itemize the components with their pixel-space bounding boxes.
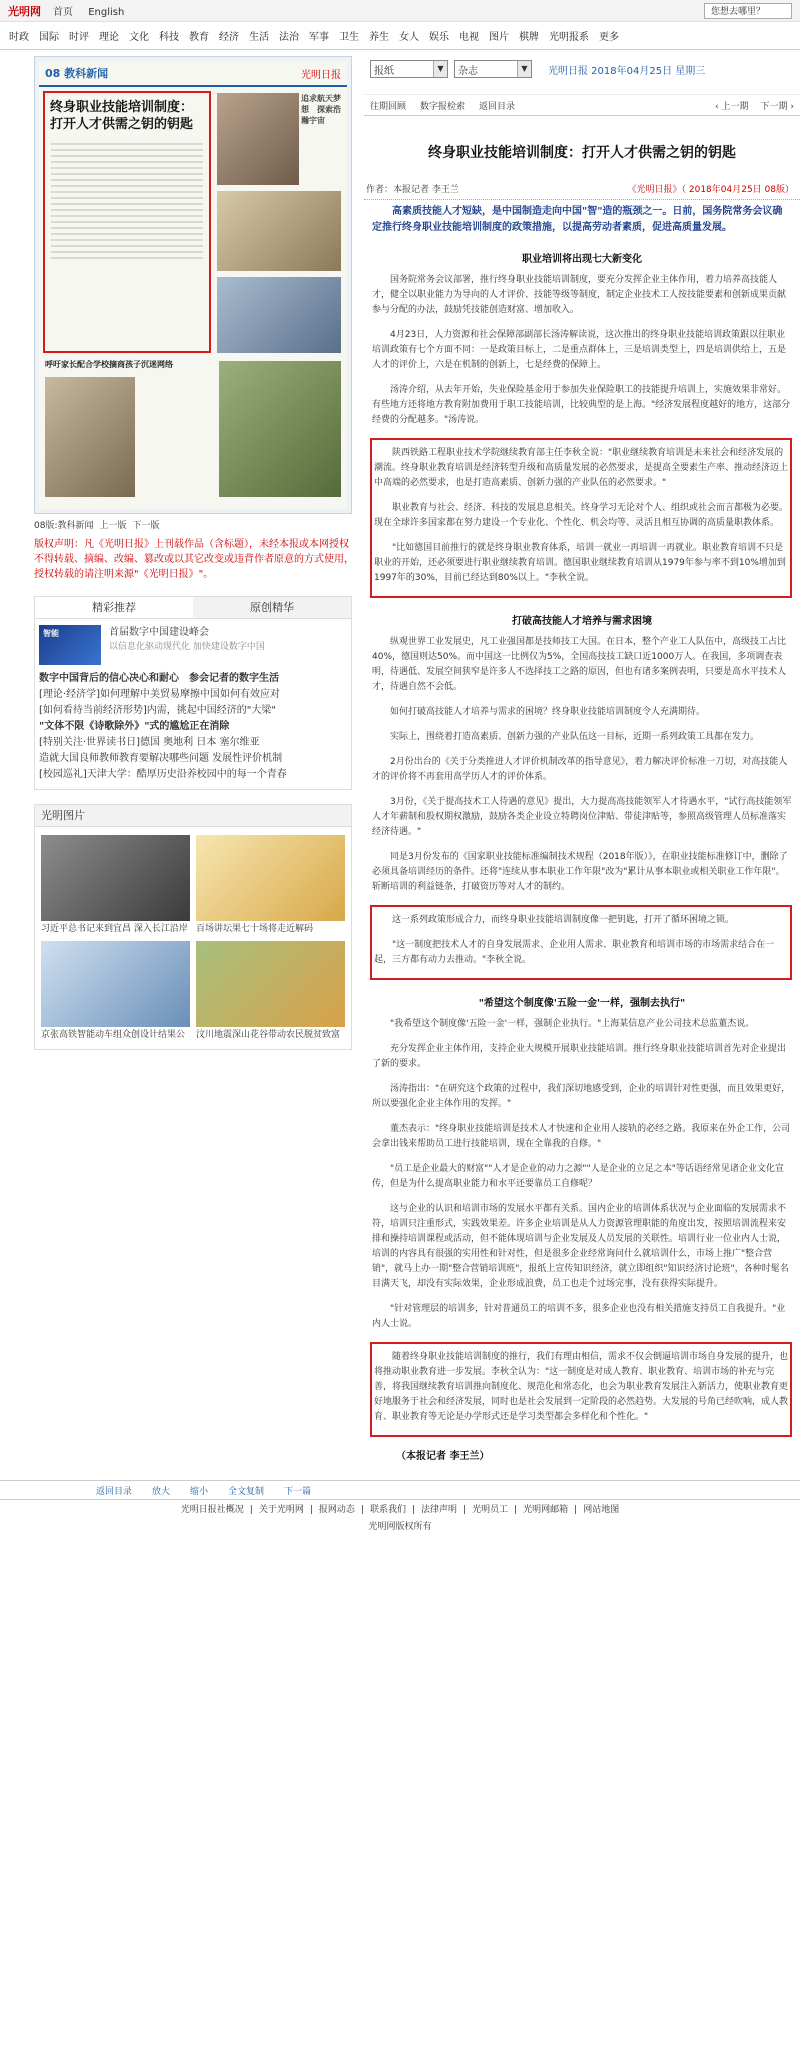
paragraph: "我希望这个制度像'五险一金'一样，强制企业执行。"上海某信息产业公司技术总监董杰说。 <box>390 1019 755 1029</box>
footer-link[interactable]: 报网动态 <box>318 1505 355 1515</box>
home-link[interactable]: 首页 <box>53 7 73 18</box>
paper-select[interactable]: 报纸 ▼ <box>370 60 448 78</box>
site-logo[interactable]: 光明网 <box>8 4 41 18</box>
photo-image[interactable] <box>196 835 345 921</box>
footer-copyright: 光明网版权所有 <box>368 1522 432 1532</box>
photo-image[interactable] <box>41 835 190 921</box>
photo-card[interactable] <box>41 835 190 935</box>
current-page[interactable]: 08版:教科新闻 <box>34 521 94 531</box>
paragraph: "员工是企业最大的财富""人才是企业的动力之源""人是企业的立足之本"等话语经常见诸企业文化宣传，但是为什么提高职业能力和水平还要靠员工自修呢？ <box>372 1164 784 1189</box>
recommend-panel <box>34 596 352 790</box>
paragraph: 实际上，围绕着打造高素质、创新力强的产业队伍这一目标，近期一系列政策工具都在发力。 <box>390 732 760 742</box>
nav-item[interactable]: 科技 <box>159 32 179 43</box>
back-to-index-link[interactable]: 返回目录 <box>479 101 516 112</box>
next-issue-link[interactable]: 下一期 › <box>760 101 794 112</box>
nav-item[interactable]: 更多 <box>599 32 619 43</box>
page-side-title: 追求航天梦想 探索浩瀚宇宙 <box>301 94 341 125</box>
zoom-in-button[interactable]: 放大 <box>152 1486 171 1497</box>
list-item[interactable]: [理论·经济学]如何理解中美贸易摩擦中国如何有效应对 <box>39 689 280 700</box>
nav-item[interactable]: 棋牌 <box>519 32 539 43</box>
list-item[interactable]: 数字中国背后的信心决心和耐心 参会记者的数字生活 <box>39 673 279 684</box>
footer-link[interactable]: 法律声明 <box>421 1505 458 1515</box>
highlight-box <box>370 1342 792 1437</box>
paragraph: 充分发挥企业主体作用，支持企业大规模开展职业技能培训。推行终身职业技能培训首先对企业提出了新的要求。 <box>372 1044 787 1069</box>
list-item[interactable]: [如何看待当前经济形势]内需，挑起中国经济的"大梁" <box>39 705 277 716</box>
back-to-index-button[interactable]: 返回目录 <box>96 1486 133 1497</box>
copyright-notice: 版权声明：凡《光明日报》上刊载作品（含标题），未经本报或本网授权不得转载、摘编、改编、篡改或以其它改变或违背作者原意的方式使用，授权转载的请注明来源"《光明日报》"。 <box>34 539 354 580</box>
footer-divider: | <box>411 1505 416 1515</box>
site-search-dropdown[interactable]: 您想去哪里？ <box>704 3 792 19</box>
article-source: 《光明日报》（ 2018年04月25日 08版） <box>627 185 794 195</box>
page-photo <box>217 93 299 185</box>
nav-item[interactable]: 时政 <box>9 32 29 43</box>
page-photo-3 <box>217 277 341 353</box>
paragraph: 4月23日，人力资源和社会保障部副部长汤涛解读说，这次推出的终身职业技能培训政策跟以往职业培训政策有七个方面不同：一是政策目标上，二是重点群体上，三是培训类型上，四是培训供给上，五是人才的评价上，六是在机制的创新上，七是经费的保障上。 <box>372 330 787 370</box>
article-column <box>360 50 800 1462</box>
footer-divider: | <box>514 1505 518 1515</box>
footer-link[interactable]: 光明网邮箱 <box>523 1505 569 1515</box>
section-heading: 职业培训将出现七大新变化 <box>522 254 642 265</box>
footer-divider: | <box>463 1505 467 1515</box>
prev-page-link[interactable]: 上一版 <box>99 521 127 531</box>
edition-date: 光明日报 2018年04月25日 星期三 <box>548 65 706 77</box>
highlight-box <box>370 438 792 598</box>
chevron-down-icon[interactable]: ▼ <box>433 61 447 77</box>
nav-item[interactable]: 女人 <box>399 32 419 43</box>
nav-item[interactable]: 军事 <box>309 32 329 43</box>
tab-original[interactable]: 原创精华 <box>250 601 294 614</box>
paragraph: 汤涛介绍，从去年开始，失业保险基金用于参加失业保险职工的技能提升培训上，实施效果非常好。有些地方还将地方教育附加费用于职工技能培训，比较典型的是上海。"经济发展程度越好的地方，这部分经费的分配越多。"汤涛说。 <box>372 385 791 425</box>
nav-item[interactable]: 教育 <box>189 32 209 43</box>
photo-caption[interactable]: 习近平总书记来到宜昌 深入长江沿岸 <box>41 924 188 934</box>
nav-item[interactable]: 文化 <box>129 32 149 43</box>
page-item-2: 呼吁家长配合学校摘商孩子沉迷网络 <box>45 360 173 369</box>
zoom-out-button[interactable]: 缩小 <box>190 1486 209 1497</box>
paragraph: "这一制度把技术人才的自身发展需求、企业用人需求、职业教育和培训市场的市场需求结合在一起，三方都有动力去推动。"李秋全说。 <box>374 940 775 965</box>
english-link[interactable]: English <box>88 7 125 18</box>
paragraph: 这一系列政策形成合力，而终身职业技能培训制度像一把钥匙，打开了循环困境之锁。 <box>392 915 735 925</box>
footer-link[interactable]: 关于光明网 <box>258 1505 304 1515</box>
page-navigation <box>34 518 360 531</box>
page-photo-4 <box>45 377 135 497</box>
footer-divider: | <box>249 1505 253 1515</box>
photo-caption[interactable]: 百场讲坛果七十场将走近解码 <box>196 924 314 934</box>
nav-item[interactable]: 光明报系 <box>549 32 589 43</box>
photo-card[interactable] <box>41 941 190 1041</box>
promo-block[interactable] <box>35 619 351 671</box>
nav-item[interactable]: 图片 <box>489 32 509 43</box>
top-bar <box>0 0 800 22</box>
photo-card[interactable] <box>196 941 345 1041</box>
top-links <box>41 3 124 18</box>
archive-bar <box>364 94 800 116</box>
promo-title[interactable]: 首届数字中国建设峰会 <box>109 627 209 638</box>
paragraph: 2月份出台的《关于分类推进人才评价机制改革的指导意见》，着力解决评价标准一刀切，对高技能人才的评价将不再套用高学历人才的评价体系。 <box>372 757 788 782</box>
highlighted-article-area[interactable] <box>43 91 211 353</box>
nav-item[interactable]: 生活 <box>249 32 269 43</box>
footer-link[interactable]: 光明员工 <box>472 1505 509 1515</box>
page-headline[interactable]: 终身职业技能培训制度：打开人才供需之钥的钥匙 <box>50 100 194 132</box>
nav-item[interactable]: 养生 <box>369 32 389 43</box>
promo-image[interactable]: 智能 <box>39 625 101 665</box>
article-toolbar <box>0 1480 800 1500</box>
prev-issue-link[interactable]: ‹ 上一期 <box>715 101 749 112</box>
paper-logo: 光明日报 <box>301 69 341 81</box>
section-heading: "希望这个制度像'五险一金'一样，强制去执行" <box>478 998 686 1009</box>
photo-card[interactable] <box>196 835 345 935</box>
list-item[interactable]: "文体不限《诗歌除外》"式的尴尬正在消除 <box>39 721 230 732</box>
left-column <box>0 50 360 1462</box>
article-author: 作者：本报记者 李王兰 <box>366 185 459 195</box>
list-item[interactable]: [特别关注·世界读书日]德国 奥地利 日本 塞尔维亚 <box>39 737 260 748</box>
paragraph: 汤涛指出："在研究这个政策的过程中，我们深切地感受到，企业的培训针对性更强，而且效果更好，所以要强化企业主体作用的发挥。" <box>372 1084 791 1109</box>
channel-nav <box>0 22 800 50</box>
nav-item[interactable]: 娱乐 <box>429 32 449 43</box>
footer-divider: | <box>574 1505 578 1515</box>
paragraph: 这与企业的认识和培训市场的发展水平都有关系。国内企业的培训体系状况与企业面临的发展需求不符，培训只注重形式，实践效果差。许多企业培训是从人力资源管理职能的角度出发，按照培训流程来安排和操持培训课程或活动，但不能体现培训与企业发展及人员发展的关联性。培训行业一位业内人士说，培训的内容具有很强的实用性和针对性，但是很多企业经常询问什么就培训什么，市场上推广"整合营销"，就马上办一期"整合营销培训班"，报纸上宣传知识经济，就立即组织"知识经济讨论班"，各种时髦名目满天飞，却没有实际效果，企业形成浪费，员工也走个过场完事，没有获得实际提升。 <box>372 1204 789 1289</box>
tab-recommend[interactable]: 精彩推荐 <box>35 597 193 618</box>
footer-link[interactable]: 光明日报社概况 <box>180 1505 244 1515</box>
paragraph: 纵观世界工业发展史，凡工业强国都是技师技工大国。在日本，整个产业工人队伍中，高级技工占比40%，德国则达50%。而中国这一比例仅为5%，全国高技技工缺口近1000万人。在我国，多项调查表明，待遇低、发展空间狭窄是许多人不选择技工之路的原因，但也有诸多案例表明，只要是高水平技术人才，待遇自然不会低。 <box>372 637 787 692</box>
paragraph: 如何打破高技能人才培养与需求的困境？终身职业技能培训制度令人充满期待。 <box>390 707 706 717</box>
nav-item[interactable]: 经济 <box>219 32 239 43</box>
copy-fulltext-button[interactable]: 全文复制 <box>228 1486 265 1497</box>
nav-item[interactable]: 法治 <box>279 32 299 43</box>
edition-toolbar <box>364 54 800 84</box>
footer-divider: | <box>360 1505 364 1515</box>
section-heading: 打破高技能人才培养与需求困境 <box>512 616 652 627</box>
page-photo-2 <box>217 191 341 271</box>
article-meta <box>364 182 800 200</box>
chevron-down-icon[interactable]: ▼ <box>517 61 531 77</box>
photo-caption[interactable]: 京张高铁智能动车组众创设计结果公 <box>41 1030 186 1040</box>
page-photo-5 <box>219 361 341 497</box>
list-item[interactable]: 造就大国良师教师教育要解决哪些问题 发展性评价机制 <box>39 753 283 764</box>
paragraph: 3月份，《关于提高技术工人待遇的意见》提出，大力提高高技能领军人才待遇水平，"试行高技能领军人才年薪制和股权期权激励，鼓励各类企业设立特聘岗位津贴、带徒津贴等，参照高级管理人员标准落实经济待遇。" <box>372 797 792 837</box>
paragraph: 董杰表示："终身职业技能培训是技术人才快速和企业用人接轨的必经之路。我原来在外企工作，公司会拿出钱来帮助员工进行技能培训，现在全靠我的自修。" <box>372 1124 791 1149</box>
footer-link[interactable]: 联系我们 <box>369 1505 406 1515</box>
paragraph: "针对管理层的培训多，针对普通员工的培训不多，很多企业也没有相关措施支持员工自我提升。"业内人士说。 <box>372 1304 786 1329</box>
photo-image[interactable] <box>41 941 190 1027</box>
next-page-link[interactable]: 下一版 <box>132 521 160 531</box>
paragraph: 国务院常务会议部署，推行终身职业技能培训制度，要充分发挥企业主体作用，着力培养高技能人才，健全以职业能力为导向的人才评价、技能等级等制度，制定企业技术工人按技能要素和创新成果贡献参与分配的办法，鼓励凭技能创造财富、增加收入。 <box>372 275 787 315</box>
page-number: 08 教科新闻 <box>45 67 109 80</box>
highlight-box <box>370 905 792 980</box>
paragraph: "比如德国目前推行的就是终身职业教育体系，培训一就业一再培训一再就业。职业教育培训不只是职业的开始，还必须要进行职业继续教育培训。德国职业继续教育培训从1979年参与率不到10%增加到1997年的30%，目前已经达到80%以上。"李秋全说。 <box>374 543 786 583</box>
nav-item[interactable]: 理论 <box>99 32 119 43</box>
promo-subtitle: 以信息化驱动现代化 加快建设数字中国 <box>109 642 265 652</box>
footer-links <box>0 1502 800 1515</box>
article-title: 终身职业技能培训制度：打开人才供需之钥的钥匙 <box>428 145 736 161</box>
archive-link[interactable]: 往期回顾 <box>370 101 407 112</box>
article-byline: （本报记者 李王兰） <box>396 1451 490 1462</box>
nav-item[interactable]: 时评 <box>69 32 89 43</box>
paragraph: 职业教育与社会、经济、科技的发展息息相关。终身学习无论对个人、组织或社会而言都极为必要。现在全球许多国家都在努力建设一个专业化、个性化、机会均等、灵活且相互协调的高质量职教体系。 <box>374 503 789 528</box>
footer-link[interactable]: 网站地图 <box>583 1505 620 1515</box>
search-link[interactable]: 数字报检索 <box>420 101 466 112</box>
photos-header: 光明图片 <box>35 805 351 827</box>
photos-panel <box>34 804 352 1050</box>
magazine-select[interactable]: 杂志 ▼ <box>454 60 532 78</box>
nav-item[interactable]: 电视 <box>459 32 479 43</box>
list-item[interactable]: [校园巡礼]天津大学：酷厚历史沿养校园中的每一个青春 <box>39 769 287 780</box>
paragraph: 随着终身职业技能培训制度的推行，我们有理由相信，需求不仅会倒逼培训市场自身发展的提升，也将推动职业教育进一步发展。李秋全认为："这一制度是对成人教育、职业教育、培训市场的补充与完善，将我国继续教育培训推向制度化、规范化和常态化，也会为职业教育发展注入新活力，使职业教育更好地服务于社会和经济发展，同时也是社会发展到一定阶段的必然趋势。大发展的号角已经吹响，成人教育、职业教育等无论是办学形式还是学习类型都会多样化和个性化。" <box>374 1352 789 1422</box>
newspaper-page-thumbnail <box>34 56 352 514</box>
photo-image[interactable] <box>196 941 345 1027</box>
news-list <box>35 671 351 789</box>
footer-divider: | <box>309 1505 313 1515</box>
photo-caption[interactable]: 汶川地震深山花谷带动农民脱贫致富 <box>196 1030 341 1040</box>
nav-item[interactable]: 卫生 <box>339 32 359 43</box>
paragraph: 陕西铁路工程职业技术学院继续教育部主任李秋全说："职业继续教育培训是未来社会和经济发展的潮流。终身职业教育培训是经济转型升级和高质量发展的必然要求，是提高全要素生产率、推动经济迈上中高端的必然要求，也是打造高素质、创新力强的产业队伍的必然要求。" <box>374 448 789 488</box>
nav-item[interactable]: 国际 <box>39 32 59 43</box>
next-article-button[interactable]: 下一篇 <box>284 1486 312 1497</box>
paragraph: 同是3月份发布的《国家职业技能标准编制技术规程（2018年版）》，在职业技能标准修订中，删除了必须具备培训经历的条件。还将"连续从事本职业工作年限"改为"累计从事本职业或相关职业工作年限"。斩断培训的利益链条，打破资历等对人才的制约。 <box>372 852 788 892</box>
article-lead: 高素质技能人才短缺，是中国制造走向中国"智"造的瓶颈之一。日前，国务院常务会议确定推行终身职业技能培训制度的政策措施，以提高劳动者素质，促进高质量发展。 <box>372 206 783 233</box>
